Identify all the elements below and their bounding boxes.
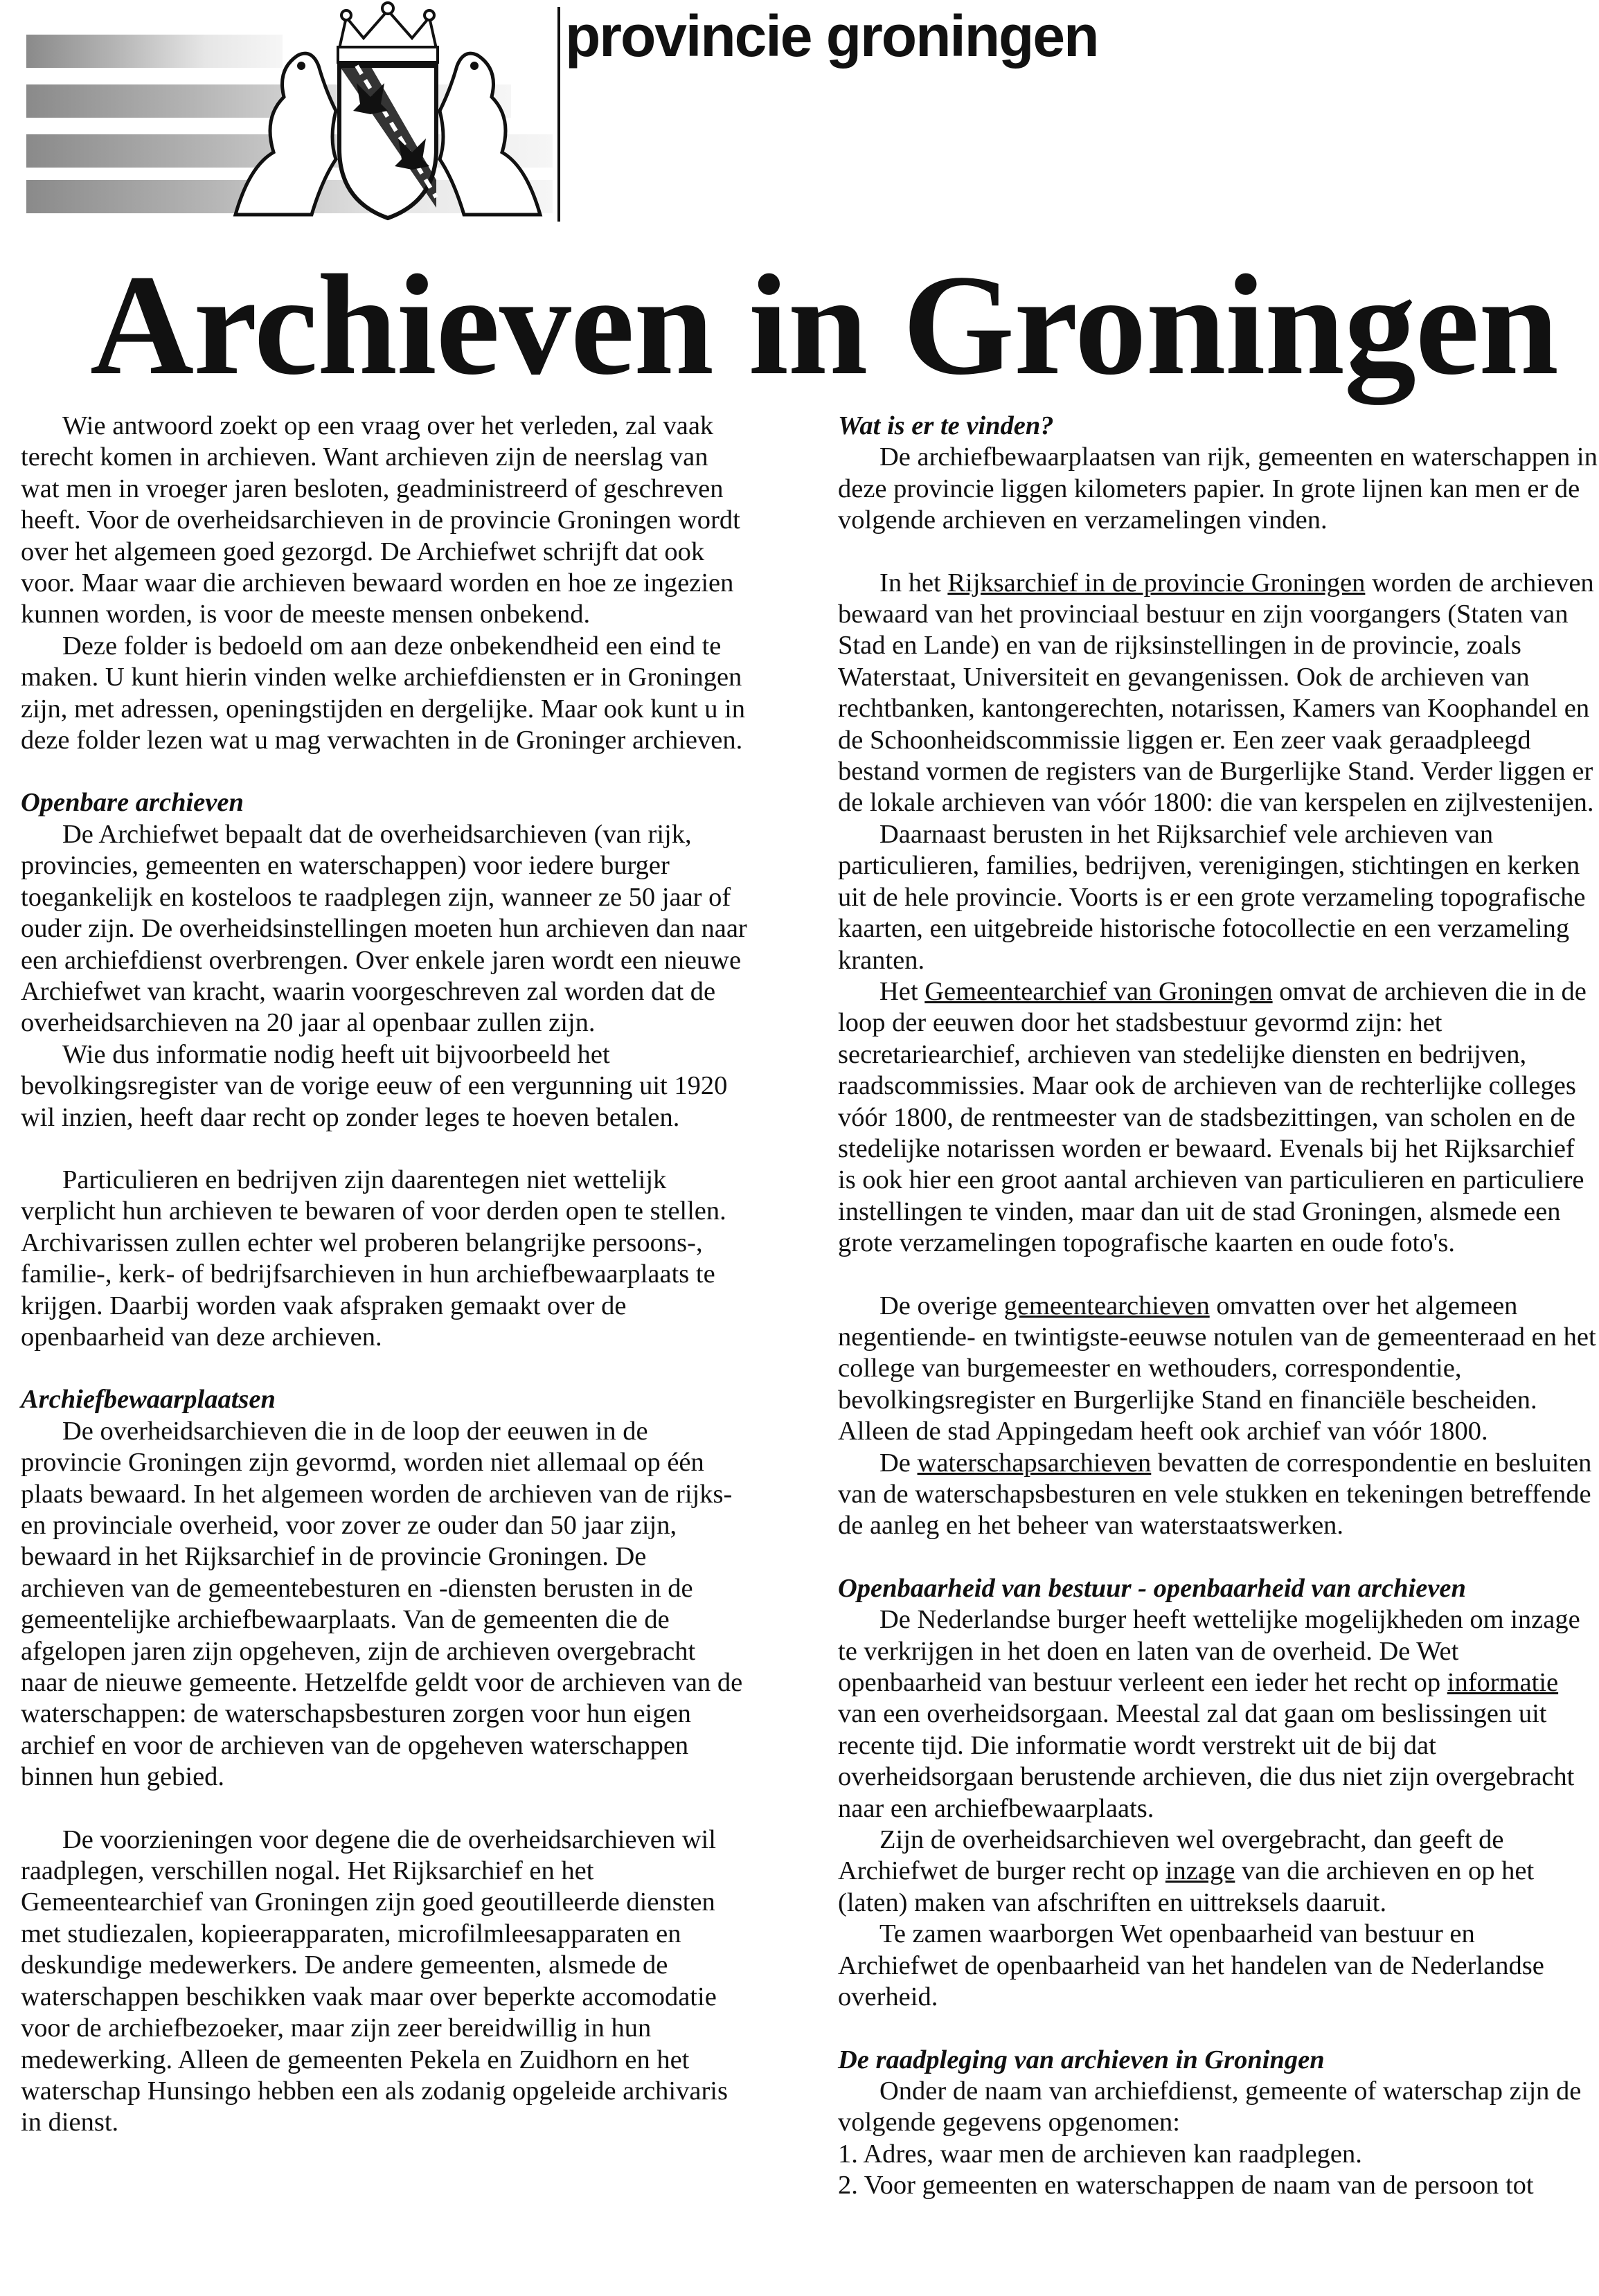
text-span: van een overheidsorgaan. Meestal zal dat gaan om beslissingen uit recente tijd. Die informatie wordt verstrekt uit de bij dat overheidsorgaan berustende archieven, die dus niet zijn overgebracht naar een archiefbewaarplaats.: [838, 1699, 1575, 1823]
text-span: De overige: [879, 1291, 1004, 1320]
section-heading: Archiefbewaarplaatsen: [21, 1385, 276, 1415]
paragraph: Wie dus informatie nodig heeft uit bijvoorbeeld het bevolkingsregister van de vorige eeuw of een vergunning uit 1920 wil inzien, heeft daar recht op zonder leges te hoeven betalen.: [21, 1039, 728, 1132]
page-title: Archieven in Groningen: [90, 245, 1558, 404]
section-heading: De raadpleging van archieven in Groningen: [838, 2045, 1325, 2074]
paragraph: Onder de naam van archiefdienst, gemeente of waterschap zijn de volgende gegevens opgenomen:: [838, 2076, 1582, 2137]
list-item: 1. Adres, waar men de archieven kan raadplegen.: [838, 2139, 1362, 2169]
section-heading: Wat is er te vinden?: [838, 411, 1054, 440]
text-span: De: [879, 1448, 918, 1478]
paragraph: Daarnaast berusten in het Rijksarchief vele archieven van particulieren, families, bedrijven, verenigingen, stichtingen en kerken uit de hele provincie. Voorts is er een grote verzameling topografische kaarten, een uitgebreide historische fotocollectie en een verzameling kranten.: [838, 819, 1586, 975]
text-span: Het: [879, 976, 925, 1006]
text-span: omvatten over het algemeen negentiende- en twintigste-eeuwse notulen van de gemeenteraad en het college van burgemeester en wethouders, correspondentie, bevolkingsregister en Burgerlijke Stand en financiële bescheiden. Alleen de stad Appingedam heeft ook archief van vóór 1800.: [838, 1291, 1596, 1446]
gemeentearchieven-link[interactable]: gemeentearchieven: [1003, 1291, 1210, 1320]
paragraph: De overheidsarchieven die in de loop der eeuwen in de provincie Groningen zijn gevormd, worden niet allemaal op één plaats bewaard. In het algemeen worden de archieven van de rijks- en provinciale overheid, voor zover ze ouder dan 50 jaar zijn, bewaard in het Rijksarchief in de provincie Groningen. De archieven van de gemeentebesturen en -diensten berusten in de gemeentelijke archiefbewaarplaats. Van de gemeenten die de afgelopen jaren zijn opgeheven, zijn de archieven overgebracht naar de nieuwe gemeente. Hetzelfde geldt voor de archieven van de waterschappen: de waterschapsbesturen zorgen voor hun eigen archief en voor de archieven van de opgeheven waterschappen binnen hun gebied.: [21, 1416, 743, 1792]
list-item: 2. Voor gemeenten en waterschappen de naam van de persoon tot: [838, 2171, 1534, 2200]
groningen-coat-of-arms-icon: [208, 0, 568, 222]
text-span: van die archieven en op het (laten) maken van afschriften en uittreksels daaruit.: [838, 1856, 1535, 1917]
paragraph: Te zamen waarborgen Wet openbaarheid van bestuur en Archiefwet de openbaarheid van het handelen van de Nederlandse overheid.: [838, 1919, 1544, 2012]
text-span: Zijn de overheidsarchieven wel overgebracht, dan geeft de Archiefwet de burger recht op: [838, 1825, 1504, 1886]
header: [0, 0, 1599, 228]
header-divider: [557, 7, 560, 222]
waterschapsarchieven-link[interactable]: waterschapsarchieven: [917, 1448, 1152, 1478]
text-span: omvat de archieven die in de loop der eeuwen door het stadsbestuur gevormd zijn: het secretariearchief, archieven van stedelijke diensten en bedrijven, raadscommissies. Maar ook de archieven van de rechterlijke colleges vóór 1800, de rentmeester van de stadsbezittingen, van scholen en de stedelijke notarissen worden er bewaard. Evenals bij het Rijksarchief is ook hier een groot aantal archieven van particulieren en particuliere instellingen te vinden, maar dan uit de stad Groningen, alsmede een grote verzamelingen topografische kaarten en oude foto's.: [838, 976, 1587, 1258]
paragraph: [838, 1824, 1599, 1919]
paragraph: [838, 1604, 1599, 1824]
text-span: In het: [879, 568, 948, 598]
informatie-link[interactable]: informatie: [1447, 1668, 1559, 1698]
right-column: [838, 411, 1599, 2202]
section-heading: Openbare archieven: [21, 788, 244, 818]
text-span: bevatten de correspondentie en besluiten van de waterschapsbesturen en vele stukken en tekeningen betreffende de aanleg en het beheer van waterstaatswerken.: [838, 1448, 1592, 1541]
paragraph: [838, 1291, 1599, 1448]
paragraph: Deze folder is bedoeld om aan deze onbekendheid een eind te maken. U kunt hierin vinden welke archiefdiensten er in Groningen zijn, met adressen, openingstijden en dergelijke. Maar ook kunt u in deze folder lezen wat u mag verwachten in de Groninger archieven.: [21, 631, 746, 755]
text-span: De Nederlandse burger heeft wettelijke mogelijkheden om inzage te verkrijgen in het doen en laten van de overheid. De Wet openbaarheid van bestuur verleent een ieder het recht op: [838, 1605, 1580, 1698]
brand-name: provincie groningen: [565, 3, 1098, 69]
text-span: worden de archieven bewaard van het provinciaal bestuur en zijn voorgangers (Staten van Stad en Lande) en van de rijksinstellingen in de provincie, zoals Waterstaat, Universiteit en gevangenissen. Ook de archieven van rechtbanken, kantongerechten, notarissen, Kamers van Koophandel en de Schoonheidscommissie liggen er. Een zeer vaak geraadpleegd bestand vormen de registers van de Burgerlijke Stand. Verder liggen er de lokale archieven van vóór 1800: die van kerspelen en zijlvestenijen.: [838, 568, 1594, 818]
paragraph: [838, 976, 1599, 1259]
paragraph: De archiefbewaarplaatsen van rijk, gemeenten en waterschappen in deze provincie liggen kilometers papier. In grote lijnen kan men er de volgende archieven en verzamelingen vinden.: [838, 442, 1598, 535]
gemeentearchief-link[interactable]: Gemeentearchief van Groningen: [924, 976, 1273, 1006]
inzage-link[interactable]: inzage: [1165, 1856, 1235, 1886]
paragraph: De voorzieningen voor degene die de overheidsarchieven wil raadplegen, verschillen nogal. Het Rijksarchief en het Gemeentearchief van Groningen zijn goed geoutilleerde diensten met studiezalen, kopieerapparaten, microfilmleesapparaten en deskundige medewerkers. De andere gemeenten, alsmede de waterschappen beschikken vaak maar over beperkte accomodatie voor de archiefbezoeker, maar zijn zeer bereidwillig in hun medewerking. Alleen de gemeenten Pekela en Zuidhorn en het waterschap Hunsingo hebben een als zodanig opgeleide archivaris in dienst.: [21, 1824, 728, 2137]
paragraph: Wie antwoord zoekt op een vraag over het verleden, zal vaak terecht komen in archieven. Want archieven zijn de neerslag van wat men in vroeger jaren besloten, geadministreerd of geschreven heeft. Voor de overheidsarchieven in de provincie Groningen wordt over het algemeen goed gezorgd. De Archiefwet schrijft dat ook voor. Maar waar die archieven bewaard worden en hoe ze ingezien kunnen worden, is voor de meeste mensen onbekend.: [21, 411, 740, 629]
left-column: [21, 411, 748, 2139]
paragraph: Particulieren en bedrijven zijn daarentegen niet wettelijk verplicht hun archieven te bewaren of voor derden open te stellen. Archivarissen zullen echter wel proberen belangrijke persoons-, familie-, kerk- of bedrijfsarchieven in hun archiefbewaarplaats te krijgen. Daarbij worden vaak afspraken gemaakt over de openbaarheid van deze archieven.: [21, 1165, 726, 1352]
paragraph: De Archiefwet bepaalt dat de overheidsarchieven (van rijk, provincies, gemeenten en waterschappen) voor iedere burger toegankelijk en kosteloos te raadplegen zijn, wanneer ze 50 jaar of ouder zijn. De overheidsinstellingen moeten hun archieven dan naar een archiefdienst overbrengen. Over enkele jaren wordt een nieuwe Archiefwet van kracht, waarin voorgeschreven zal worden dat de overheidsarchieven na 20 jaar al openbaar zullen zijn.: [21, 819, 747, 1038]
paragraph: [838, 568, 1599, 819]
paragraph: [838, 1448, 1599, 1542]
section-heading: Openbaarheid van bestuur - openbaarheid van archieven: [838, 1573, 1466, 1603]
rijksarchief-link[interactable]: Rijksarchief in de provincie Groningen: [947, 568, 1366, 598]
